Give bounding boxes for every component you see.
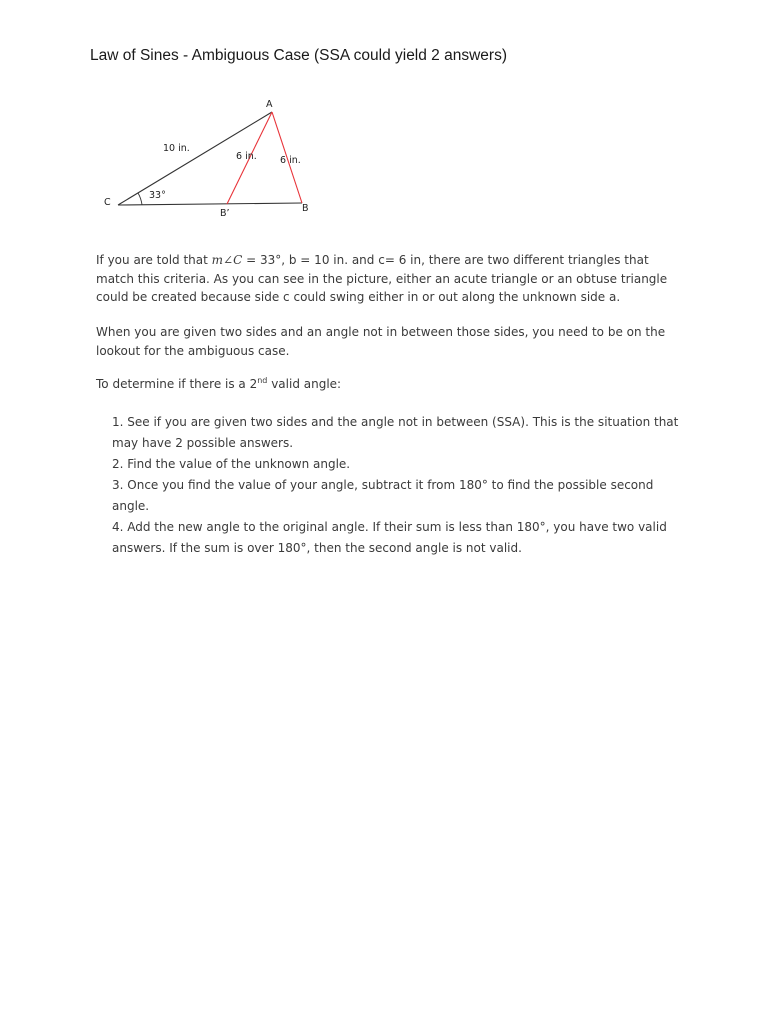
vertex-b-prime-label: B’ — [220, 208, 230, 219]
side-c-inner-length-label: 6 in. — [236, 151, 257, 162]
vertex-a-label: A — [266, 99, 273, 110]
side-b-length-label: 10 in. — [163, 143, 190, 154]
vertex-b-label: B — [302, 203, 309, 214]
intro-text-rest: = 33°, b = 10 in. and c= 6 in, there are two different triangles that match this criteria. As you can see in the picture, either an acute triangle or an obtuse triangle could be created because side c could swing either in or out along the unknown side a. — [96, 253, 668, 304]
determine-text-start: To determine if there is a 2 — [96, 377, 258, 391]
step-item: 2. Find the value of the unknown angle. — [112, 457, 351, 471]
step-item: 3. Once you find the value of your angle, subtract it from 180° to find the possible second angle. — [112, 478, 654, 513]
intro-paragraph — [96, 251, 686, 307]
determine-text-end: valid angle: — [267, 377, 342, 391]
intro-text-start: If you are told that — [96, 253, 212, 267]
step-item: 1. See if you are given two sides and the angle not in between (SSA). This is the situation that may have 2 possible answers. — [112, 415, 679, 450]
determine-paragraph — [96, 375, 686, 394]
side-a-line — [118, 203, 302, 205]
step-item: 4. Add the new angle to the original angle. If their sum is less than 180°, you have two valid answers. If the sum is over 180°, then the second angle is not valid. — [112, 520, 667, 555]
ordinal-superscript: nd — [257, 376, 268, 385]
ambiguous-case-paragraph: When you are given two sides and an angle not in between those sides, you need to be on the lookout for the ambiguous case. — [96, 325, 666, 358]
steps-list — [112, 412, 682, 559]
angle-notation: m∠C — [211, 253, 243, 267]
triangle-figure — [96, 92, 336, 222]
vertex-c-label: C — [104, 197, 111, 208]
angle-c-label: 33° — [149, 190, 166, 201]
page-title: Law of Sines - Ambiguous Case (SSA could yield 2 answers) — [90, 47, 507, 64]
side-c-outer-length-label: 6 in. — [280, 155, 301, 166]
angle-arc — [138, 193, 142, 205]
